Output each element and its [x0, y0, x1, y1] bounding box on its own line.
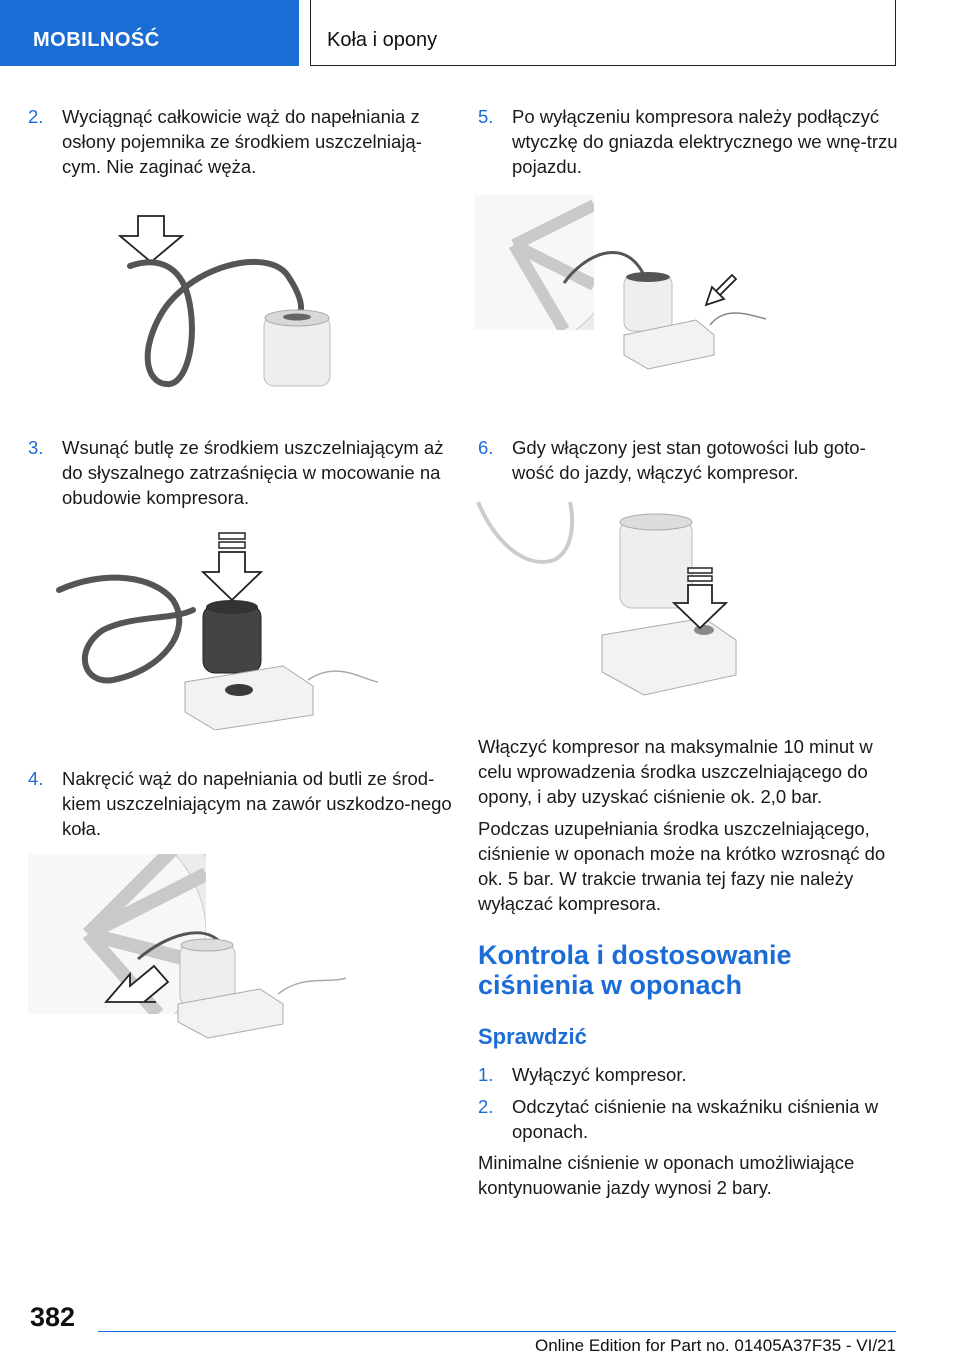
footer-divider	[98, 1331, 896, 1332]
subheading-check: Sprawdzić	[478, 1024, 587, 1049]
arrow-icon	[706, 275, 736, 305]
step-text: Nakręcić wąż do napełniania od butli ze środ-kiem uszczelniającym na zawór uszkodzo-nego koła.	[62, 768, 452, 839]
figure-wheel-compressor	[28, 854, 448, 1044]
figure-insert-canister	[53, 530, 393, 730]
figure-hose-canister	[118, 206, 358, 396]
paragraph-compressor-time: Włączyć kompresor na maksymalnie 10 minut w celu wprowadzenia środka uszczelniającego do opony, i aby uzyskać ciśnienie ok. 2,0 bar.	[478, 736, 873, 807]
arrow-down-icon	[203, 552, 261, 600]
chapter-title: Koła i opony	[310, 0, 896, 66]
step-number: 2.	[28, 106, 44, 127]
paragraph-minimum-pressure: Minimalne ciśnienie w oponach umożliwiające kontynuowanie jazdy wynosi 2 bary.	[478, 1152, 855, 1198]
step-number: 4.	[28, 768, 44, 789]
step-text: Gdy włączony jest stan gotowości lub goto-wość do jazdy, włączyć kompresor.	[512, 437, 866, 483]
step-text: Odczytać ciśnienie na wskaźniku ciśnienia w oponach.	[512, 1096, 879, 1142]
canister-shape	[203, 605, 261, 673]
section-heading: Kontrola i dostosowanie ciśnienia w oponach	[478, 940, 792, 1000]
step-text: Wyciągnąć całkowicie wąż do napełniania z osłony pojemnika ze środkiem uszczelniają-cym. Nie zaginać węża.	[62, 106, 422, 177]
page-header	[0, 0, 960, 66]
step-number: 1.	[478, 1064, 494, 1085]
step-number: 2.	[478, 1096, 494, 1117]
step-text: Wyłączyć kompresor.	[512, 1064, 687, 1085]
step-number: 5.	[478, 106, 494, 127]
section-tab: MOBILNOŚĆ	[0, 0, 299, 66]
canister-shape	[624, 275, 672, 331]
step-number: 6.	[478, 437, 494, 458]
figure-compressor-switch	[474, 500, 774, 700]
compressor-shape	[602, 618, 736, 695]
step-text: Wsunąć butlę ze środkiem uszczelniającym aż do słyszalnego zatrzaśnięcia w mocowanie na obudowie kompresora.	[62, 437, 444, 508]
hose-shape	[59, 578, 193, 681]
footer-edition: Online Edition for Part no. 01405A37F35 - VI/21	[534, 1336, 896, 1355]
arrow-down-icon	[120, 216, 182, 262]
step-text: Po wyłączeniu kompresora należy podłączyć wtyczkę do gniazda elektrycznego we wnę-trzu pojazdu.	[512, 106, 898, 177]
page-number: 382	[30, 1302, 76, 1332]
figure-plug-socket	[474, 195, 774, 390]
paragraph-pressure-rise: Podczas uzupełniania środka uszczelniającego, ciśnienie w oponach może na krótko wzrosnąć do ok. 5 bar. W trakcie trwania tej fazy nie należy wyłączać kompresora.	[478, 818, 886, 914]
compressor-shape	[185, 666, 313, 730]
canister-shape	[620, 520, 692, 608]
step-number: 3.	[28, 437, 44, 458]
